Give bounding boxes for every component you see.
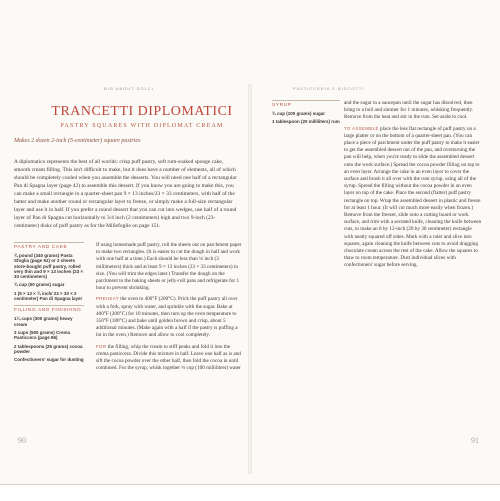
ingredient-item: Confectioners' sugar for dusting	[14, 357, 84, 363]
page-number-left: 90	[18, 436, 26, 445]
ingredient-item: ¾ cup (50 grams) sugar	[14, 282, 65, 288]
page-gutter	[248, 84, 252, 474]
ingredient-item: 1 (9 × 13 × ¾ inch/ 23 × 33 × 2 centimeter) Pan di Spagna layer	[14, 290, 83, 302]
step-label-filling: FOR	[96, 343, 107, 349]
crop-margin-strip	[0, 484, 500, 501]
ingredients-heading-pastry: PASTRY AND CAKE	[14, 242, 84, 250]
method-paragraph	[344, 125, 482, 270]
step-label-preheat: PREHEAT	[96, 296, 119, 302]
method-paragraph: and the sugar in a saucepan until the sugar has dissolved, then bring to a boil and simmer for 1 minutes, whisking frequently. Remove from the heat and stir in the rum. Set aside to cool.	[344, 100, 474, 121]
ingredient-item: ¾ cup (100 grams) sugar	[272, 111, 326, 116]
ingredient-item: 2 tablespoons (25 grams) cocoa powder	[14, 343, 83, 354]
method-paragraph	[96, 343, 242, 373]
ingredients-heading-syrup: SYRUP	[272, 100, 340, 108]
method-paragraph: If using homemade puff pastry, roll the sheets out on parchment paper to make two rectangles. (It is easier to cut the dough in half and work with one half at a time.) Each should be less than ⅛ inch (3 millimeters) thick and at least 9 × 13 inches (23 × 33 centimeters) in size. (You will trim the edges later.) Transfer the dough on the parchment to the baking sheets or jelly-roll pans and refrigerate for 1 hour to prevent shrinking.	[96, 242, 242, 292]
step-text-preheat: the oven to 400°F (200°C). Prick the puff pastry all over with a fork, spray with water, and sprinkle with the sugar. Bake at 400°F (200°C) for 10 minutes, then turn up the oven temperature to 350°F (180°C) and bake until golden brown and crisp, about 5 additional minutes. (Make again with a half if the pastry is puffing a lot in the oven.) Remove and allow to cool completely.	[96, 296, 238, 339]
ingredient-item: 2 cups (500 grams) Crema Pasticcera (page 86)	[14, 329, 71, 341]
recipe-title: TRANCETTI DIPLOMATICI	[51, 104, 233, 119]
step-text-filling: the filling, whip the cream to stiff peaks and fold it into the crema pasticcera. Divide this mixture in half. Leave one half as is and sift the cocoa powder over the other half, then fold the cocoa in until combined. For the syrup, whisk together ⅓ cup (100 milliliters) water	[96, 343, 241, 372]
method-column-right	[344, 100, 482, 273]
step-text-assemble: place the less flat rectangle of puff pastry on a large platter or on the bottom of a quarter-sheet pan. (You can place a piece of parchment under the puff pastry to make it easier to get the assembled dessert out of the pan, and overturning the pan will help, when you're ready to slide the assembled dessert onto the work surface.) Spread the cocoa powder filling on top to an even layer. Arrange the cake in an even layer to cover the surface and brush it all over with the rum syrup, using all of the syrup. Spread the filling without the cocoa powder in an even layer on top of the cake. Place the second (flatter) puff pastry rectangle on top. Wrap the assembled dessert in plastic and freeze for at least 1 hour. (It will cut much more easily when frozen.) Remove from the freezer, slide onto a cutting board or work surface, and trim with a serrated knife, cleaning the knife between cuts, to make an 8 by 12-inch (20 by 30 centimeter) rectangle with neatly squared off sides. Mark with a ruler and slice into squares, again cleaning the knife between cuts to avoid dragging chocolate cream across the rest of the cake. Allow the squares to thaw to room temperature. Dust individual slices with confectioners' sugar before serving.	[344, 125, 482, 269]
step-label-assemble: TO ASSEMBLE	[344, 125, 379, 131]
recipe-yield: Makes 2 dozen 2-inch (5-centimeter) square pastries	[14, 138, 141, 144]
ingredients-sidebar	[14, 242, 84, 365]
recipe-subtitle: PASTRY SQUARES WITH DIPLOMAT CREAM	[60, 123, 224, 129]
ingredients-heading-filling: FILLING AND FINISHING	[14, 305, 84, 313]
page-number-right: 91	[471, 436, 479, 445]
ingredient-item: ¾ pound (340 grams) Pasta Sfoglia (page 52) or 2 sheets store-bought puff pastry, rolled very thin and 9 × 13 inches (23 × 33 centimeters)	[14, 253, 84, 280]
ingredient-item: 1¼ cups (300 grams) heavy cream	[14, 316, 73, 327]
running-head-right: PASTICCERIA E BISCOTTI	[293, 86, 365, 91]
recipe-intro: A diplomatico represents the best of all worlds: crisp puff pastry, soft rum-soaked sponge cake, smooth cream filling. This isn't difficult to make, but it does have a number of elements, all of which should be completely cooled when you assemble the desserts. You will need one half of a rectangular Pan di Spagna layer (page 42) to assemble this dessert. If you know you are going to make this, you can make a small rectangle in a quarter-sheet pan 9 × 13 inches/23 × 33 centimeters, with half of the batter and make another round or rectangular layer to freeze, or simply make a full-size rectangular layer and use it in half. If you prefer a round dessert that you can cut into wedges, use half of a round layer of Pan di Spagna cut horizontally to 3/4 inch (2 centimeters) high and two 9-inch (23-centimeter) disks of puff pastry as for the Millefoglie on page 151.	[14, 159, 237, 229]
method-paragraph	[96, 295, 242, 339]
ingredient-item: 1 tablespoon (20 milliliters) rum	[272, 119, 340, 125]
method-column-left	[96, 242, 242, 375]
syrup-ingredients	[272, 100, 340, 128]
running-head-left: BIG ABOUT DOLCI	[104, 86, 154, 91]
